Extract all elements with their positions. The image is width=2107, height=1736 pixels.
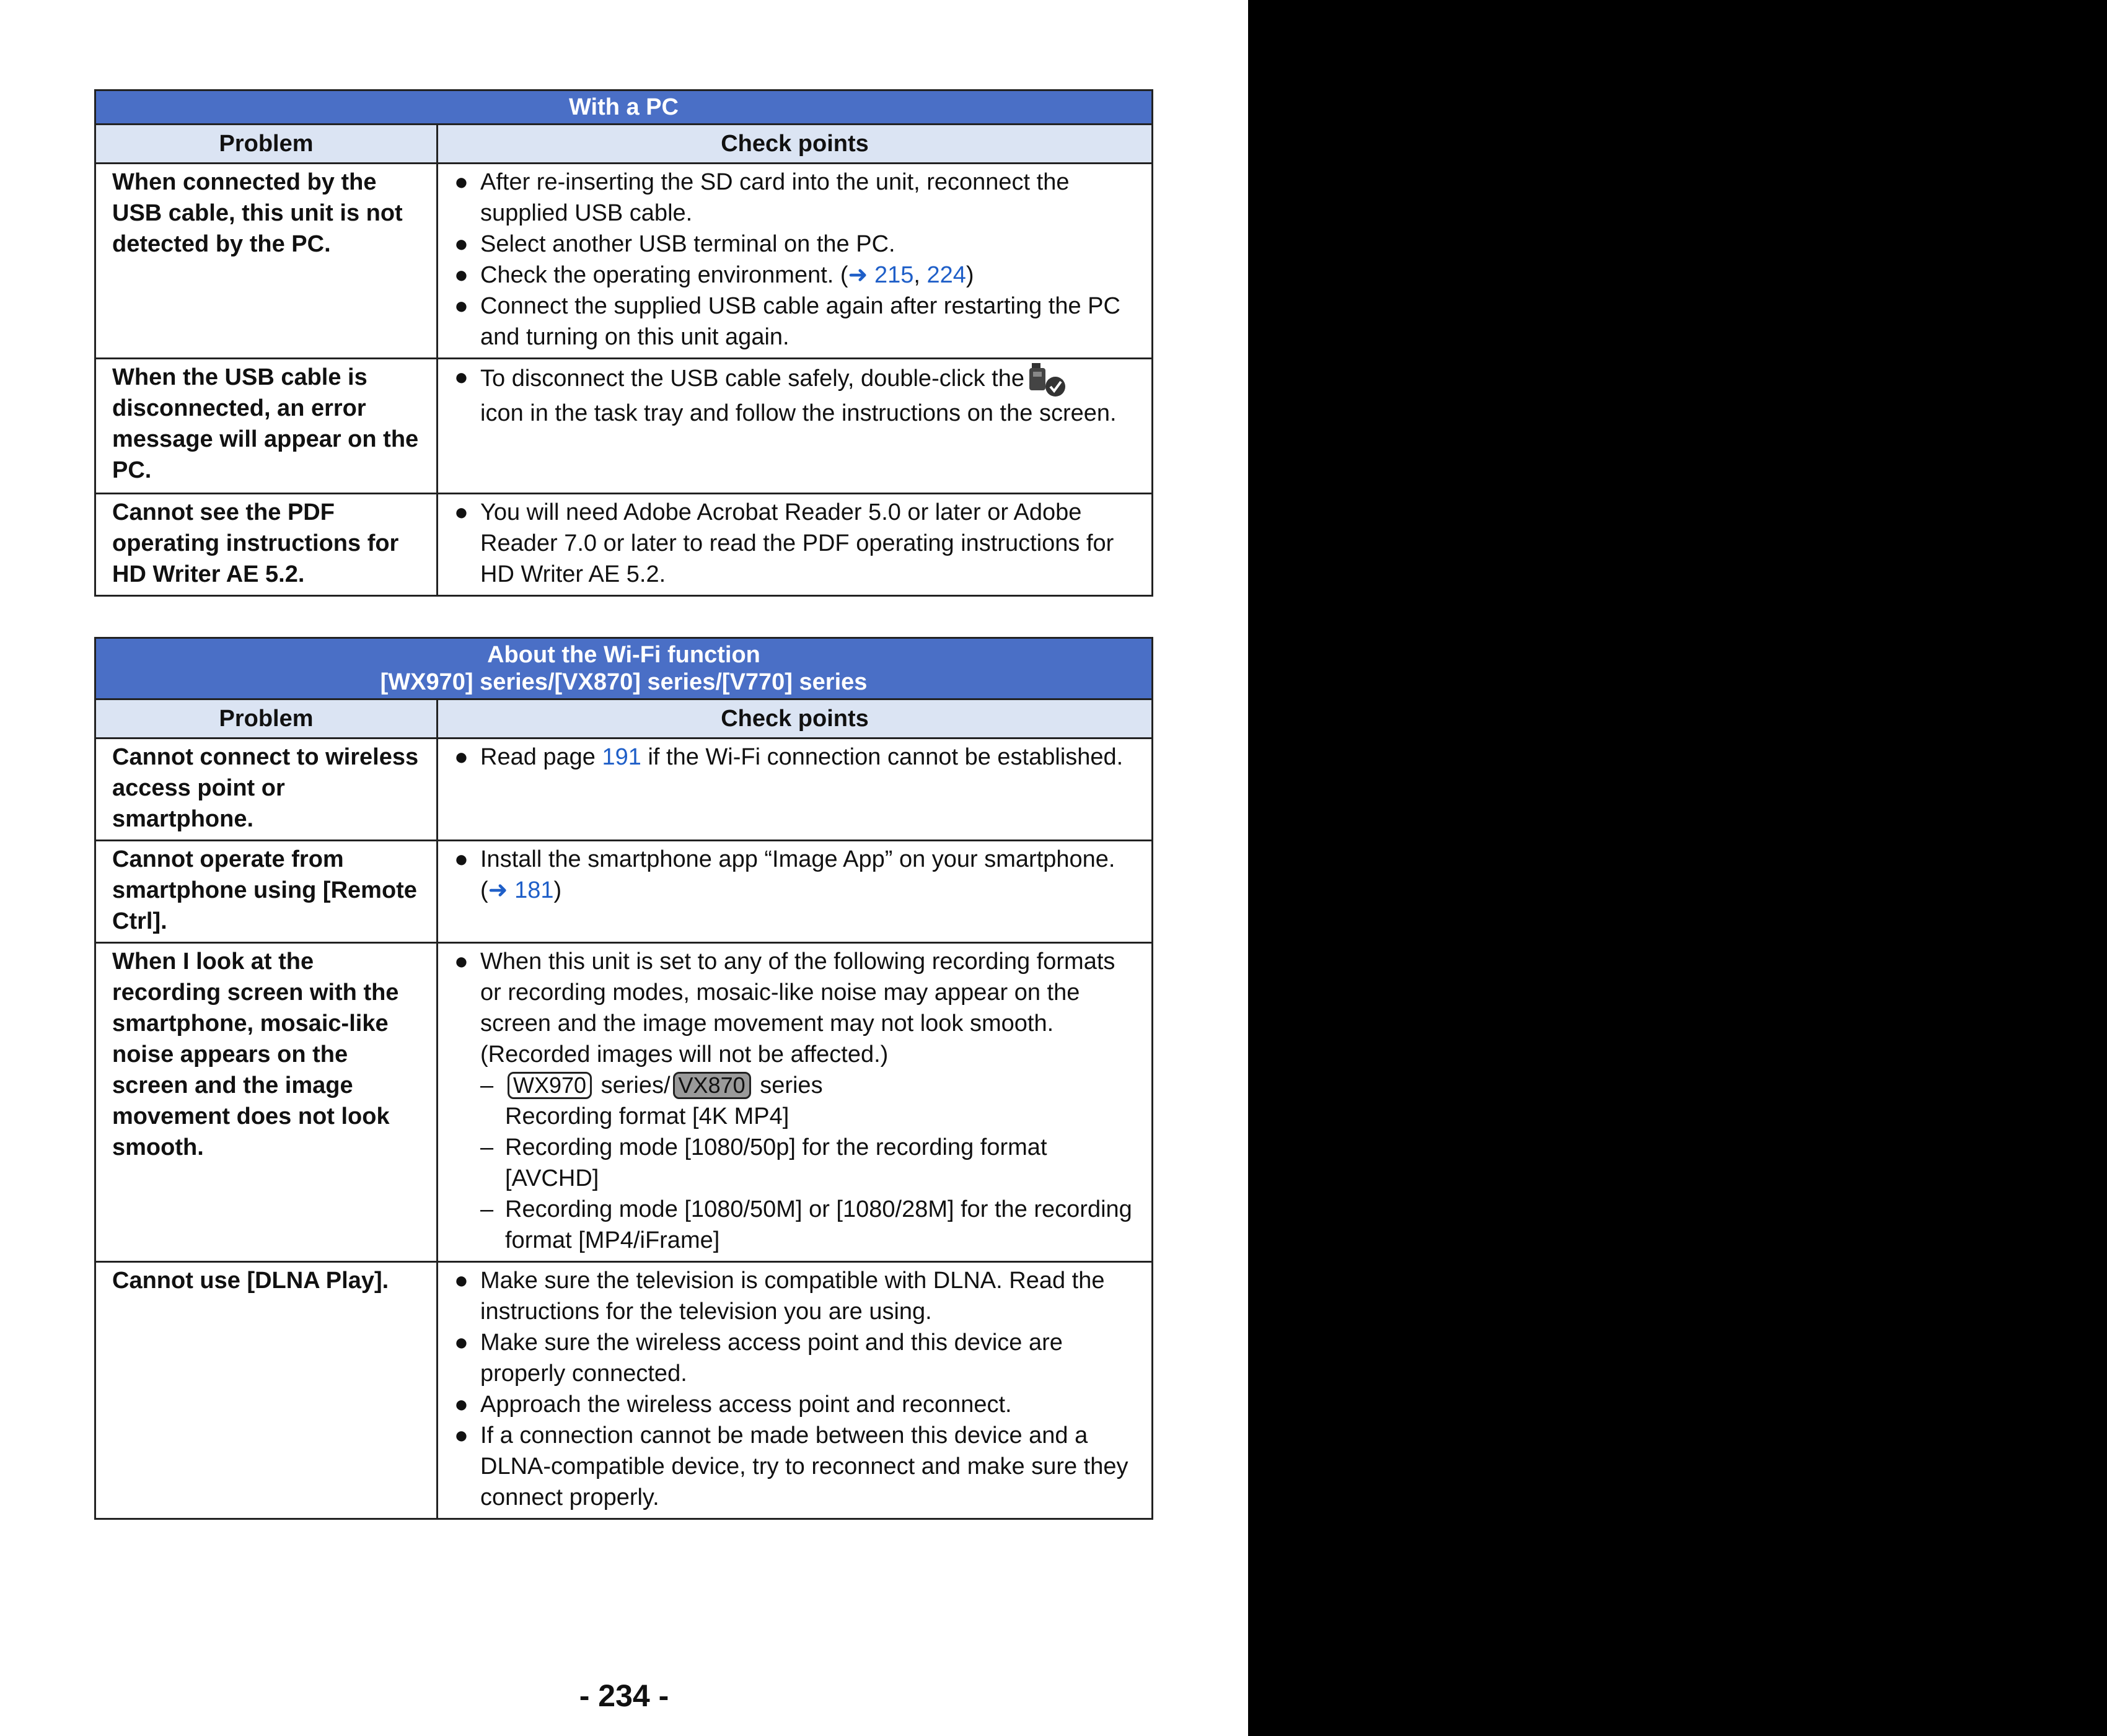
bullet-icon: ● — [454, 169, 468, 195]
list-item: ● Approach the wireless access point and reconnect. — [454, 1389, 1137, 1420]
problem-cell: When I look at the recording screen with the smartphone, mosaic-like noise appears on the screen and the image movement does not look smooth. — [95, 943, 438, 1262]
table-title: With a PC — [95, 90, 1153, 125]
list-item: ● Connect the supplied USB cable again after restarting the PC and turning on this unit again. — [454, 291, 1137, 353]
page-link-224[interactable]: 224 — [926, 262, 966, 288]
dash-item: – WX970 series/ VX870 series Recording format [4K MP4] — [480, 1070, 1137, 1132]
page-number: - 234 - — [579, 1678, 669, 1713]
problem-cell: Cannot operate from smartphone using [Remote Ctrl]. — [95, 841, 438, 943]
bullet-icon: ● — [454, 1268, 468, 1294]
dash-icon: – — [480, 1072, 494, 1098]
table-row — [95, 1262, 1153, 1519]
table-row — [95, 739, 1153, 841]
list-item: ● You will need Adobe Acrobat Reader 5.0 or later or Adobe Reader 7.0 or later to read the PDF operating instructions for HD Writer AE 5.2. — [454, 497, 1137, 590]
usb-safely-remove-icon — [1028, 362, 1068, 398]
bullet-icon: ● — [454, 262, 468, 288]
bullet-icon: ● — [454, 231, 468, 257]
dash-icon: – — [480, 1196, 494, 1222]
list-item: ● After re-inserting the SD card into the unit, reconnect the supplied USB cable. — [454, 167, 1137, 229]
check-points-cell — [438, 739, 1153, 841]
column-header-problem: Problem — [95, 125, 438, 164]
table-row — [95, 359, 1153, 494]
bullet-icon: ● — [454, 499, 468, 525]
list-item: ● If a connection cannot be made between this device and a DLNA-compatible device, try to reconnect and make sure they connect properly. — [454, 1420, 1137, 1513]
check-points-cell — [438, 841, 1153, 943]
table-wifi-function — [94, 637, 1153, 1520]
bullet-icon: ● — [454, 1392, 468, 1418]
dash-icon: – — [480, 1134, 494, 1160]
problem-cell: Cannot see the PDF operating instructions for HD Writer AE 5.2. — [95, 494, 438, 596]
problem-cell: When connected by the USB cable, this unit is not detected by the PC. — [95, 164, 438, 359]
arrow-icon: ➜ — [488, 877, 508, 903]
bullet-icon: ● — [454, 1423, 468, 1449]
table-with-a-pc — [94, 89, 1153, 597]
bullet-icon: ● — [454, 364, 468, 390]
page-link-215[interactable]: 215 — [874, 262, 914, 288]
list-item: ● Select another USB terminal on the PC. — [454, 229, 1137, 260]
column-header-check-points: Check points — [438, 125, 1153, 164]
bullet-icon: ● — [454, 1330, 468, 1356]
dash-item: – Recording mode [1080/50M] or [1080/28M] for the recording format [MP4/iFrame] — [480, 1194, 1137, 1256]
column-header-problem: Problem — [95, 699, 438, 739]
table-row — [95, 943, 1153, 1262]
problem-cell: When the USB cable is disconnected, an error message will appear on the PC. — [95, 359, 438, 494]
right-black-band — [1248, 0, 2107, 1736]
table-row — [95, 841, 1153, 943]
list-item: ● Install the smartphone app “Image App” on your smartphone. (➜ 181) — [454, 844, 1137, 906]
list-item: ● To disconnect the USB cable safely, double-click the icon in the task tray and follow the instructions on the screen. — [454, 362, 1137, 429]
column-header-check-points: Check points — [438, 699, 1153, 739]
list-item: ● Make sure the wireless access point and this device are properly connected. — [454, 1327, 1137, 1389]
list-item: ● Make sure the television is compatible with DLNA. Read the instructions for the television you are using. — [454, 1265, 1137, 1327]
list-item: ● When this unit is set to any of the following recording formats or recording modes, mosaic-like noise may appear on the screen and the image movement may not look smooth. (Recorded images will not be affected.) — [454, 946, 1137, 1070]
check-points-cell — [438, 494, 1153, 596]
model-badge-wx970: WX970 — [508, 1072, 592, 1099]
problem-cell: Cannot connect to wireless access point or smartphone. — [95, 739, 438, 841]
check-points-cell — [438, 1262, 1153, 1519]
problem-cell: Cannot use [DLNA Play]. — [95, 1262, 438, 1519]
model-badge-vx870: VX870 — [673, 1072, 751, 1099]
arrow-icon: ➜ — [848, 262, 868, 288]
bullet-icon: ● — [454, 949, 468, 975]
page-link-191[interactable]: 191 — [602, 744, 641, 770]
check-points-cell — [438, 164, 1153, 359]
list-item: ● Check the operating environment. (➜ 215, 224) — [454, 260, 1137, 291]
table-row — [95, 164, 1153, 359]
check-points-cell — [438, 359, 1153, 494]
list-item: ● Read page 191 if the Wi-Fi connection cannot be established. — [454, 742, 1137, 773]
dash-item: – Recording mode [1080/50p] for the recording format [AVCHD] — [480, 1132, 1137, 1194]
table-row — [95, 494, 1153, 596]
table-title: About the Wi-Fi function [WX970] series/[VX870] series/[V770] series — [95, 638, 1153, 699]
page-link-181[interactable]: 181 — [514, 877, 554, 903]
bullet-icon: ● — [454, 293, 468, 319]
check-points-cell — [438, 943, 1153, 1262]
bullet-icon: ● — [454, 846, 468, 872]
bullet-icon: ● — [454, 744, 468, 770]
